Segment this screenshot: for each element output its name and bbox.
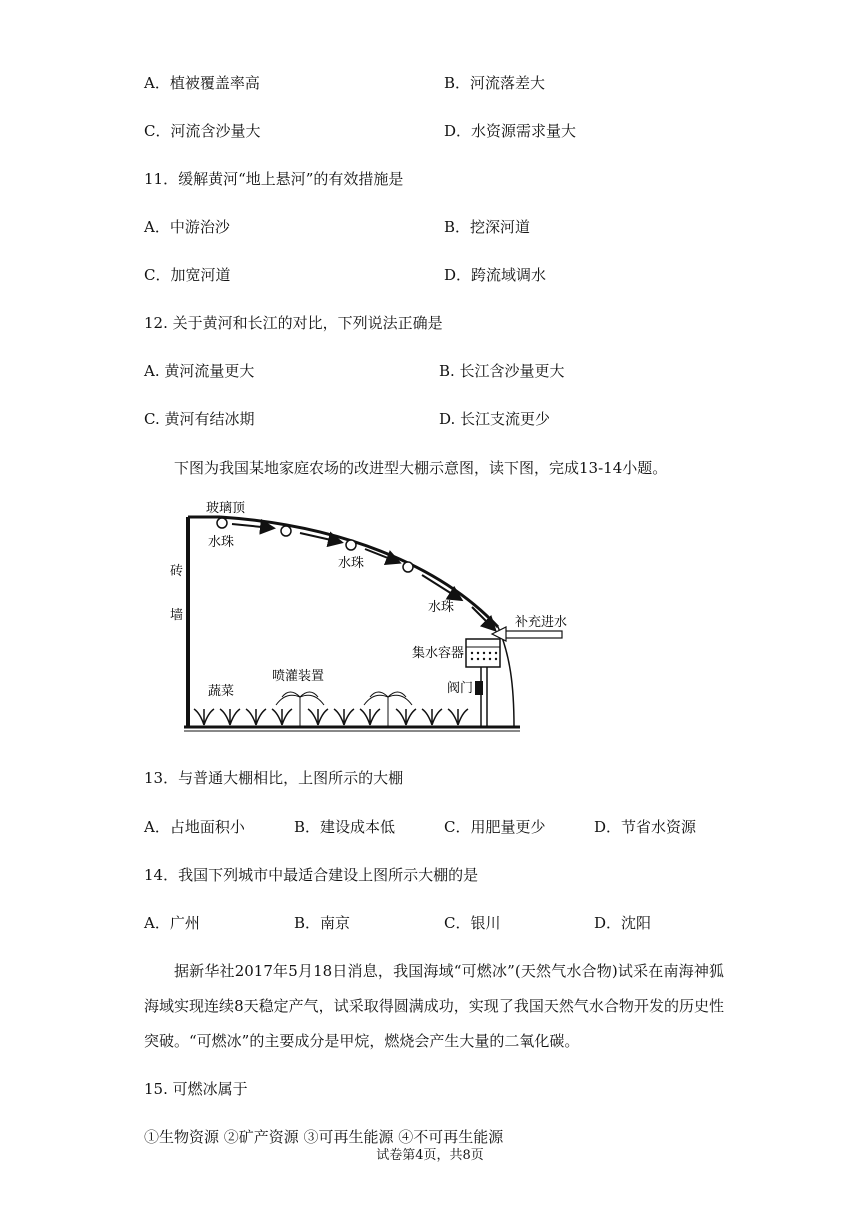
passage-paragraph: 据新华社2017年5月18日消息，我国海域“可燃冰”(天然气水合物)试采在南海神狐海域实现连续8天稳定产气，试采取得圆满成功，实现了我国天然气水合物开发的历史性突破。“可燃冰”的主要成分是甲烷，燃烧会产生大量的二氧化碳。 [144,962,724,1050]
q10-option-b: B．河流落差大 [444,74,546,92]
vegetables-row [194,709,468,725]
q11-stem: 11．缓解黄河“地上悬河”的有效措施是 [144,170,404,188]
label-inlet: 补充进水 [515,615,568,630]
q14-option-c: C．银川 [444,914,501,932]
q13-option-d: D．节省水资源 [594,818,697,836]
q15-stem: 15. 可燃冰属于 [144,1080,248,1098]
q13-option-b: B．建设成本低 [294,818,396,836]
q12-stem: 12. 关于黄河和长江的对比，下列说法正确是 [144,314,443,332]
q10-option-d: D．水资源需求量大 [444,122,577,140]
label-water-bead-2: 水珠 [338,556,365,571]
q13-stem: 13．与普通大棚相比，上图所示的大棚 [144,769,404,787]
greenhouse-diagram [160,495,580,740]
q13-option-a: A．占地面积小 [144,818,245,836]
page-footer: 试卷第4页，共8页 [376,1148,484,1163]
q14-stem: 14．我国下列城市中最适合建设上图所示大棚的是 [144,866,479,884]
valve [475,681,483,695]
label-water-bead-1: 水珠 [208,535,235,550]
label-brick: 砖 [170,564,184,579]
q12-option-a: A. 黄河流量更大 [144,362,255,380]
q12-option-b: B. 长江含沙量更大 [439,362,565,380]
label-sprinkler: 喷灌装置 [272,669,325,684]
q10-option-a: A．植被覆盖率高 [144,74,260,92]
q14-option-b: B．南京 [294,914,351,932]
q13-option-c: C．用肥量更少 [444,818,546,836]
water-bead-circle [281,526,291,536]
intro-13-14: 下图为我国某地家庭农场的改进型大棚示意图，读下图，完成13-14小题。 [174,459,668,477]
label-wall: 墙 [170,608,184,623]
water-bead-circle [403,562,413,572]
q14-option-d: D．沈阳 [594,914,652,932]
water-bead-circle [217,518,227,528]
q12-option-d: D. 长江支流更少 [439,410,551,428]
inlet-pipe [502,631,562,638]
label-glass-roof: 玻璃顶 [206,501,246,516]
label-vegetables: 蔬菜 [208,684,235,699]
q10-option-c: C．河流含沙量大 [144,122,261,140]
q15-options: ①生物资源 ②矿产资源 ③可再生能源 ④不可再生能源 [144,1128,504,1146]
label-valve: 阀门 [447,681,474,696]
label-water-bead-3: 水珠 [428,600,455,615]
q11-option-d: D．跨流域调水 [444,266,547,284]
q12-option-c: C. 黄河有结冰期 [144,410,255,428]
flow-arrow [422,575,460,599]
glass-roof-curve [220,517,498,627]
q11-option-a: A．中游治沙 [144,218,230,236]
q14-option-a: A．广州 [144,914,200,932]
q11-option-c: C．加宽河道 [144,266,231,284]
label-container: 集水容器 [412,646,465,661]
water-bead-circle [346,540,356,550]
flow-arrow [232,524,272,528]
q11-option-b: B．挖深河道 [444,218,531,236]
